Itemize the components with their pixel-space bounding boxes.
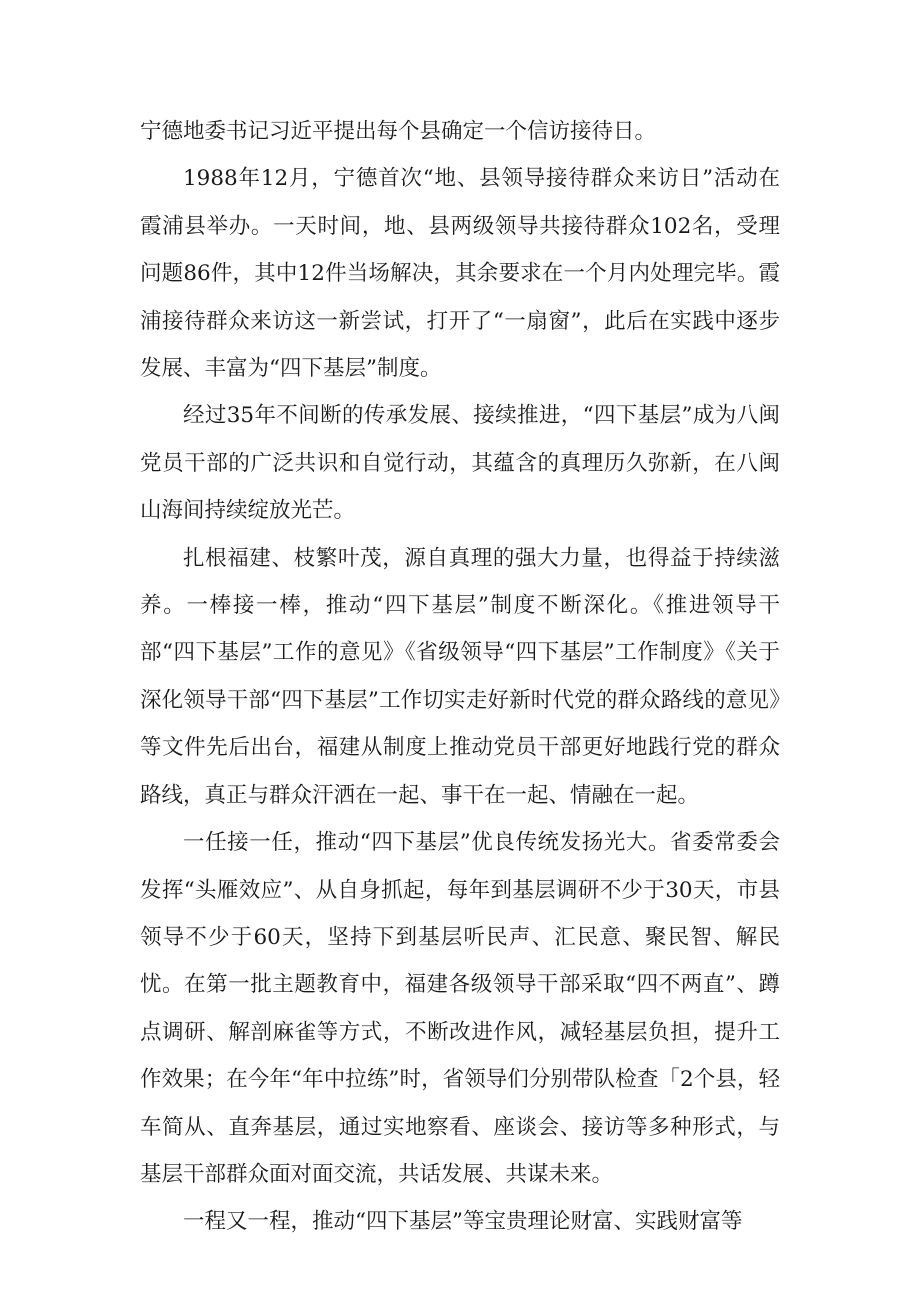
paragraph-1: 宁德地委书记习近平提出每个县确定一个信访接待日。 bbox=[140, 119, 657, 144]
paragraph-5: 一任接一任，推动“四下基层”优良传统发扬光大。省委常委会发挥“头雁效应”、从自身抓起，每年到基层调研不少于30天，市县领导不少于60天，坚持下到基层听民声、汇民意、聚民智、解民忧。在第一批主题教育中，福建各级领导干部采取“四不两直”、蹲点调研、解剖麻雀等方式，不断改进作风，减轻基层负担，提升工作效果；在今年“年中拉练”时，省领导们分别带队检查「2个县，轻车简从、直奔基层，通过实地察看、座谈会、接访等多种形式，与基层干部群众面对面交流，共话发展、共谋未来。 bbox=[140, 830, 780, 1187]
paragraph-3: 经过35年不间断的传承发展、接续推进，“四下基层”成为八闽党员干部的广泛共识和自觉行动，其蕴含的真理历久弥新，在八闽山海间持续绽放光芒。 bbox=[140, 403, 780, 524]
paragraph-6: 一程又一程，推动“四下基层”等宝贵理论财富、实践财富等 bbox=[183, 1209, 743, 1235]
document-page bbox=[140, 108, 780, 1246]
paragraph-2: 1988年12月，宁德首次“地、县领导接待群众来访日”活动在霞浦县举办。一天时间，地、县两级领导共接待群众102名，受理问题86件，其中12件当场解决，其余要求在一个月内处理完毕。霞浦接待群众来访这一新尝试，打开了“一扇窗”，此后在实践中逐步发展、丰富为“四下基层”制度。 bbox=[140, 166, 780, 382]
paragraph-4: 扎根福建、枝繁叶茂，源自真理的强大力量，也得益于持续滋养。一棒接一棒，推动“四下基层”制度不断深化。《推进领导干部“四下基层”工作的意见》《省级领导“四下基层”工作制度》《关于深化领导干部“四下基层”工作切实走好新时代党的群众路线的意见》等文件先后出台，福建从制度上推动党员干部更好地践行党的群众路线，真正与群众汗洒在一起、事干在一起、情融在一起。 bbox=[140, 545, 780, 808]
